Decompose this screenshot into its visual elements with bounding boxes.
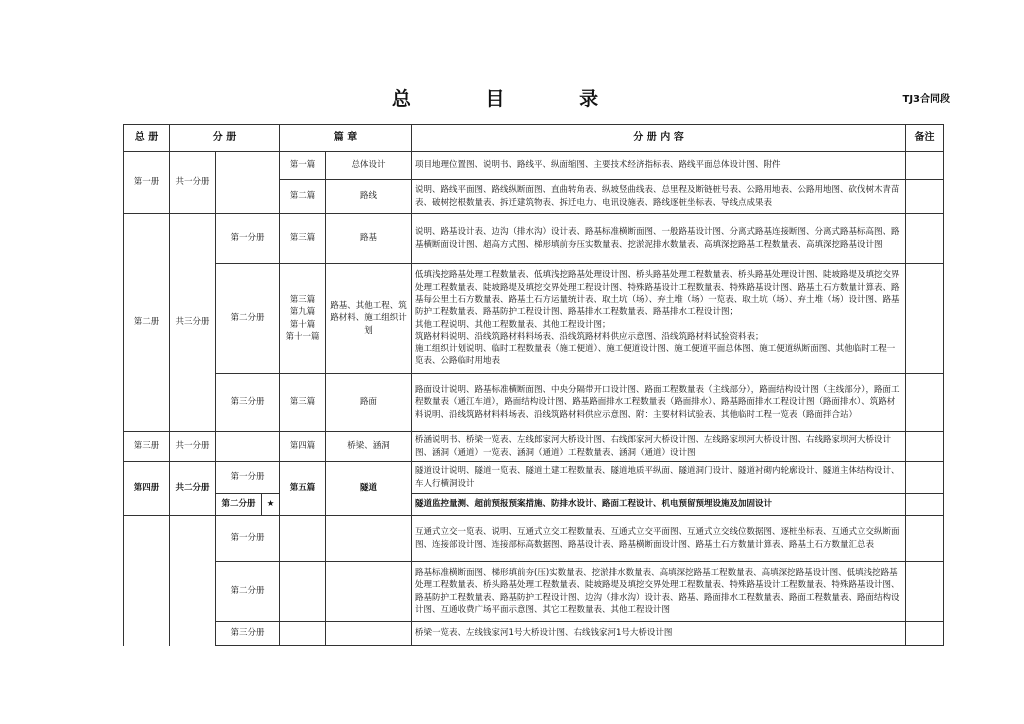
remark-cell [906,374,944,432]
fen-count-cell: 共一分册 [170,152,216,214]
pian-name-cell: 隧道 [326,462,412,516]
remark-cell [906,214,944,264]
remark-cell [906,622,944,646]
remark-cell [906,516,944,562]
content-cell: 项目地理位置图、说明书、路线平、纵面缩图、主要技术经济指标表、路线平面总体设计图、附件 [412,152,906,180]
pian-name-cell [326,516,412,562]
sub-volume-cell: 第三分册 [216,374,280,432]
content-cell: 互通式立交一览表、说明、互通式立交工程数量表、互通式立交平面图、互通式立交线位数据图、逐桩坐标表、互通式立交纵断面图、连接部设计图、连接部标高数据图、路基设计表、路基横断面设计图、路基土石方数量计算表、路基土石方数量汇总表 [412,516,906,562]
table-row [124,374,944,432]
content-cell: 低填浅挖路基处理工程数量表、低填浅挖路基处理设计图、桥头路基处理工程数量表、桥头路基处理设计图、陡坡路堤及填挖交界处理工程数量表、陡坡路堤及填挖交界处理工程设计图、特殊路基设计工程数量表、特殊路基设计图、路基土石方数量计算表、路基每公里土石方数量表、路基土石方运量统计表、取土坑（场）、弃土堆（场）一览表、取土坑（场）、弃土堆（场）设计图、路基防护工程数量表、路基防护工程设计图、路基排水工程数量表、路基排水工程设计图； 其他工程说明、其他工程数量表、其他工程设计图； 筑路材料说明、沿线筑路材料料场表、沿线筑路材料供应示意图、沿线筑路材料试验资料表； 施工组织计划说明、临时工程数量表（施工便道）、施工便道设计图、施工便道平面总体图、施工便道纵断面图、其他临时工程一览表、公路临时用地表 [412,264,906,374]
volume-cell: 第四册 [124,462,170,516]
fen-count-cell: 共二分册 [170,462,216,516]
sub-volume-cell: 第二分册 [216,264,280,374]
remark-cell [906,462,944,494]
pian-name-cell: 路基 [326,214,412,264]
content-cell: 说明、路基设计表、边沟（排水沟）设计表、路基标准横断面图、一般路基设计图、分离式路基连接断图、分离式路基标高图、路基横断面设计图、超高方式图、梯形填前夯压实数量表、挖淤泥排水数量表、高填深挖路基工程数量表、高填深挖路基设计图 [412,214,906,264]
header-content: 分 册 内 容 [412,125,906,152]
pian-cell: 第五篇 [280,462,326,516]
content-cell: 路基标准横断面图、梯形填前夯(压)实数量表、挖淤排水数量表、高填深挖路基工程数量表、高填深挖路基设计图、低填浅挖路基处理工程数量表、桥头路基处理工程数量表、陡坡路堤及填挖交界处理工程数量表、特殊路基设计工程数量表、特殊路基设计图、路基防护工程数量表、路基防护工程设计图、边沟（排水沟）设计表、路基、路面排水工程数量表、路面工程数量表、路面结构设计图、互通收费广场平面示意图、其它工程数量表、其他工程设计图 [412,562,906,622]
remark-cell [906,152,944,180]
contract-section-label: TJ3合同段 [902,94,950,105]
header-remark: 备注 [906,125,944,152]
fen-count-cell [170,516,216,646]
fen-count-cell: 共一分册 [170,432,216,462]
table-row [124,214,944,264]
pian-name-cell: 总体设计 [326,152,412,180]
remark-cell [906,494,944,516]
content-cell: 桥梁一览表、左线钱家河1号大桥设计图、右线钱家河1号大桥设计图 [412,622,906,646]
pian-cell: 第三篇 第九篇 第十篇 第十一篇 [280,264,326,374]
content-cell: 路面设计说明、路基标准横断面图、中央分隔带开口设计图、路面工程数量表（主线部分），路面结构设计图（主线部分），路面工程数量表（通江车道），路面结构设计图、路基路面排水工程数量表（路面排水）、路基路面排水工程设计图（路面排水）、筑路材料说明、沿线筑路材料料场表、沿线筑路材料供应示意图、附：主要材料试验表、其他临时工程一览表（路面拌合站） [412,374,906,432]
sub-volume-cell: 第三分册 [216,622,280,646]
pian-name-cell [326,622,412,646]
pian-name-cell [326,562,412,622]
content-cell: 隧道设计说明、隧道一览表、隧道土建工程数量表、隧道地质平纵面、隧道洞门设计、隧道衬砌内轮廓设计、隧道主体结构设计、车人行横洞设计 [412,462,906,494]
remark-cell [906,264,944,374]
sub-volume-cell: 第二分册 [216,494,262,516]
table-row [124,432,944,462]
sub-volume-cell [216,152,280,214]
volume-cell: 第二册 [124,214,170,432]
sub-volume-cell: 第一分册 [216,462,280,494]
table-row [124,264,944,374]
header-pian: 篇 章 [280,125,412,152]
content-cell: 桥涵说明书、桥梁一览表、左线郎家河大桥设计图、右线郎家河大桥设计图、左线路家坝河大桥设计图、右线路家坝河大桥设计图、涵洞（通道）一览表、涵洞（通道）工程数量表、涵洞（通道）设计图 [412,432,906,462]
remark-cell [906,562,944,622]
remark-cell [906,180,944,214]
sub-volume-cell: 第一分册 [216,214,280,264]
pian-cell: 第三篇 [280,374,326,432]
remark-cell [906,432,944,462]
pian-cell [280,516,326,562]
pian-name-cell: 路基、其他工程、筑路材料、施工组织计划 [326,264,412,374]
table-row [124,562,944,622]
pian-cell: 第一篇 [280,152,326,180]
pian-cell [280,562,326,622]
star-mark: ★ [262,494,280,516]
content-cell: 说明、路线平面图、路线纵断面图、直曲转角表、纵坡竖曲线表、总里程及断链桩号表、公路用地表、公路用地图、砍伐树木青苗表、破树挖根数量表、拆迁建筑物表、拆迁电力、电讯设施表、路线逐桩坐标表、导线点成果表 [412,180,906,214]
volume-cell [124,516,170,646]
table-row [124,462,944,494]
pian-cell [280,622,326,646]
sub-volume-cell: 第二分册 [216,562,280,622]
volume-cell: 第一册 [124,152,170,214]
table-row [124,516,944,562]
page-title: 总 目 录 [391,88,633,110]
header-fen: 分 册 [170,125,280,152]
pian-name-cell: 路面 [326,374,412,432]
pian-cell: 第二篇 [280,180,326,214]
content-cell: 隧道监控量测、超前预报预案措施、防排水设计、路面工程设计、机电预留预埋设施及加固设计 [412,494,906,516]
header-zong: 总 册 [124,125,170,152]
sub-volume-cell: 第一分册 [216,516,280,562]
pian-cell: 第三篇 [280,214,326,264]
catalog-table [123,124,944,646]
pian-cell: 第四篇 [280,432,326,462]
table-row [124,622,944,646]
pian-name-cell: 路线 [326,180,412,214]
table-row [124,152,944,180]
sub-volume-cell [216,432,280,462]
volume-cell: 第三册 [124,432,170,462]
table-row [124,494,944,516]
pian-name-cell: 桥梁、涵洞 [326,432,412,462]
table-header-row [124,125,944,152]
fen-count-cell: 共三分册 [170,214,216,432]
